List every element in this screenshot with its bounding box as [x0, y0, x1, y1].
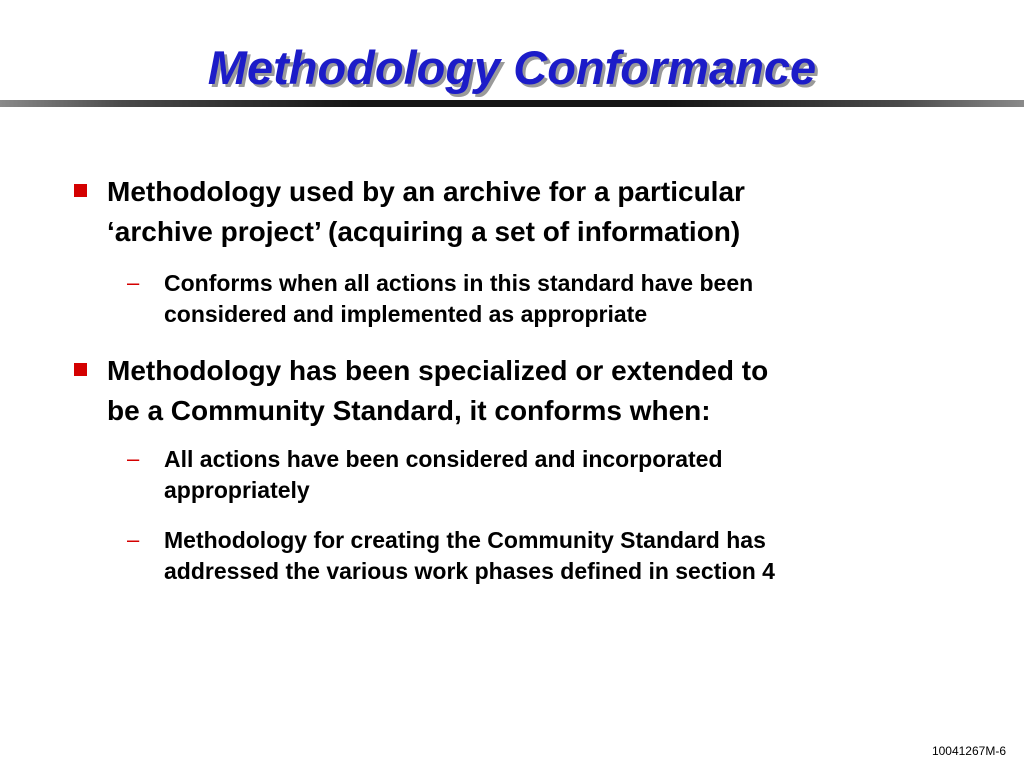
dash-bullet-icon: – — [127, 270, 140, 295]
bullet-text: Methodology has been specialized or extended to be a Community Standard, it conforms when: — [107, 355, 769, 426]
dash-bullet-icon: – — [127, 446, 140, 471]
bullet-text: Methodology used by an archive for a particular ‘archive project’ (acquiring a set of information) — [107, 176, 745, 247]
sub-bullet-text: Methodology for creating the Community Standard has addressed the various work phases defined in section 4 — [164, 527, 775, 584]
slide-title: Methodology Conformance — [207, 41, 817, 94]
square-bullet-icon — [74, 184, 87, 197]
slide-number: 10041267M-6 — [931, 744, 1006, 758]
dash-bullet-icon: – — [127, 527, 140, 552]
sub-bullet-text: Conforms when all actions in this standard have been considered and implemented as appropriate — [164, 270, 754, 327]
square-bullet-icon — [74, 363, 87, 376]
sub-bullet-text: All actions have been considered and incorporated appropriately — [164, 446, 723, 503]
